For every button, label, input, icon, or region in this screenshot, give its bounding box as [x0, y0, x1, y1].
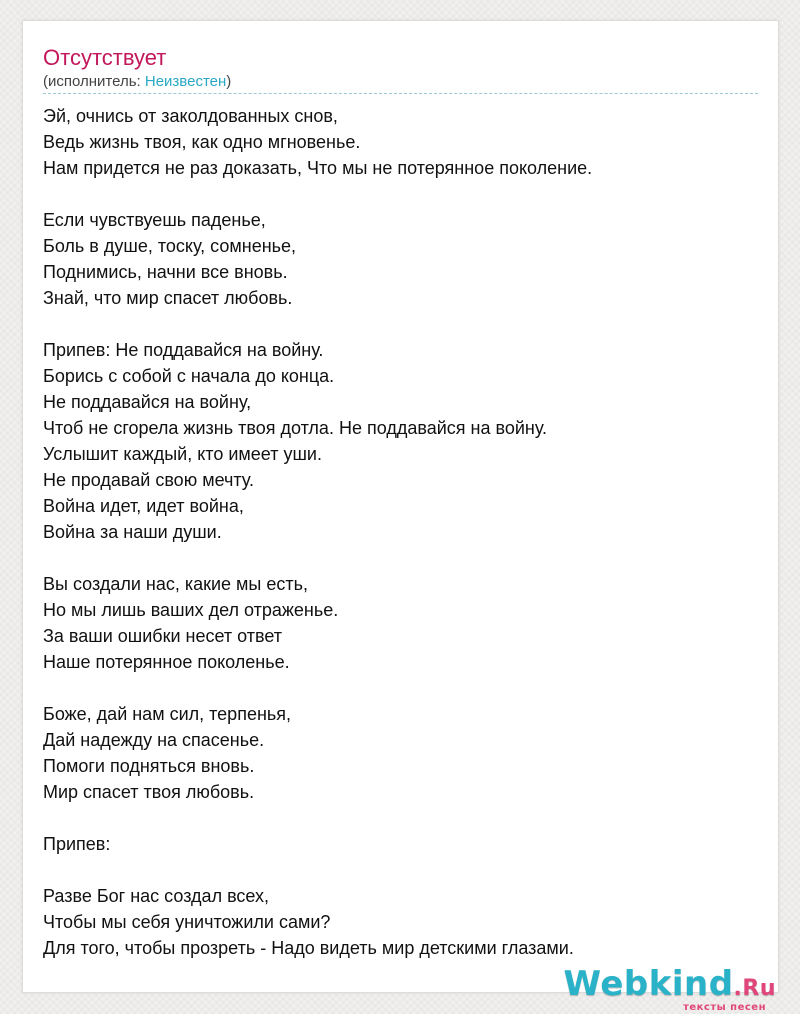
lyrics-stanza — [43, 207, 768, 311]
lyrics-line: Припев: — [43, 834, 111, 854]
watermark-tld: .Ru — [733, 976, 776, 1001]
lyrics-line: Не поддавайся на войну, — [43, 392, 252, 412]
title-divider — [43, 93, 758, 94]
lyrics-card — [22, 20, 779, 993]
lyrics-line: Вы создали нас, какие мы есть, — [43, 574, 309, 594]
lyrics-line: Разве Бог нас создал всех, — [43, 886, 270, 906]
lyrics-stanza — [43, 701, 768, 805]
lyrics-line: Война за наши души. — [43, 522, 222, 542]
lyrics-line: Ведь жизнь твоя, как одно мгновенье. — [43, 132, 361, 152]
artist-label-close: ) — [226, 73, 232, 90]
site-watermark — [563, 964, 796, 1013]
lyrics-line: Не продавай свою мечту. — [43, 470, 255, 490]
artist-line — [43, 73, 231, 91]
lyrics-stanza — [43, 337, 768, 545]
lyrics-line: Но мы лишь ваших дел отраженье. — [43, 600, 339, 620]
lyrics-line: Если чувствуешь паденье, — [43, 210, 266, 230]
lyrics-line: Эй, очнись от заколдованных снов, — [43, 106, 338, 126]
lyrics-line: Боже, дай нам сил, терпенья, — [43, 704, 292, 724]
lyrics-line: Мир спасет твоя любовь. — [43, 782, 255, 802]
lyrics-line: Помоги подняться вновь. — [43, 756, 255, 776]
watermark-tagline: тексты песен — [683, 1002, 766, 1013]
lyrics-stanza — [43, 883, 768, 961]
lyrics-line: Боль в душе, тоску, сомненье, — [43, 236, 297, 256]
artist-link[interactable]: Неизвестен — [144, 73, 227, 90]
song-title: Отсутствует — [43, 45, 167, 70]
lyrics-line: Борись с собой с начала до конца. — [43, 366, 335, 386]
watermark-name: Webkind — [563, 964, 734, 1004]
lyrics-stanza — [43, 831, 768, 857]
lyrics-stanza — [43, 571, 768, 675]
lyrics-line: Услышит каждый, кто имеет уши. — [43, 444, 322, 464]
lyrics-line: Припев: Не поддавайся на войну. — [43, 340, 324, 360]
lyrics-line: Дай надежду на спасенье. — [43, 730, 265, 750]
lyrics-line: Чтобы мы себя уничтожили сами? — [43, 912, 331, 932]
lyrics-line: Для того, чтобы прозреть - Надо видеть мир детскими глазами. — [43, 938, 574, 958]
lyrics-text — [43, 103, 768, 987]
lyrics-line: Чтоб не сгорела жизнь твоя дотла. Не поддавайся на войну. — [43, 418, 548, 438]
lyrics-line: Знай, что мир спасет любовь. — [43, 288, 293, 308]
lyrics-line: Война идет, идет война, — [43, 496, 244, 516]
lyrics-line: За ваши ошибки несет ответ — [43, 626, 282, 646]
artist-label: (исполнитель: — [43, 73, 145, 90]
lyrics-line: Наше потерянное поколенье. — [43, 652, 290, 672]
lyrics-line: Нам придется не раз доказать, Что мы не потерянное поколение. — [43, 158, 593, 178]
lyrics-line: Поднимись, начни все вновь. — [43, 262, 288, 282]
lyrics-stanza — [43, 103, 768, 181]
